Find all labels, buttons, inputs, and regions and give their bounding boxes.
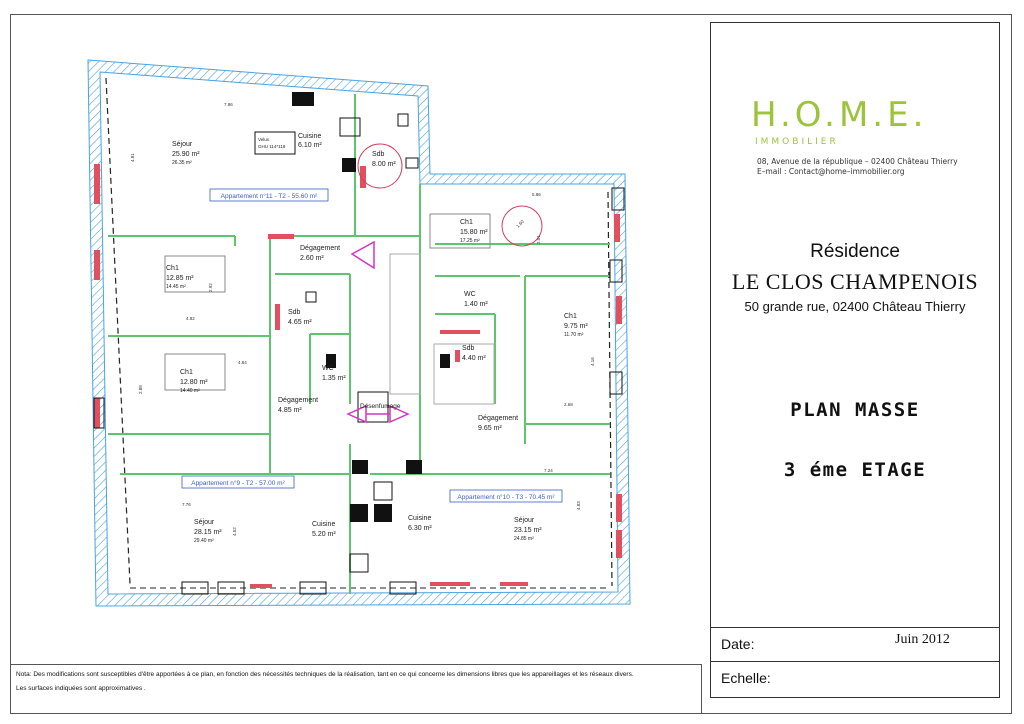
dimension-label: 4.84	[238, 360, 247, 365]
dashed-line	[106, 78, 130, 584]
note-line-1: Nota: Des modifications sont susceptibles d'être apportées à ce plan, en fonction des nécessités techniques de la réalisation, tant en ce qui concerne les dimensions libres que les appareillages et les réseaux divers.	[16, 671, 634, 678]
scale-label: Echelle:	[721, 670, 771, 686]
apartment-11-label: Appartement n°11 - T2 - 55.60 m²	[220, 193, 318, 200]
company-logo: H.O.M.E.	[751, 95, 928, 135]
room-area: 8.00 m²	[372, 161, 396, 168]
scale-row	[711, 661, 999, 700]
room-area-sub: 14.40 m²	[180, 388, 200, 394]
room-name: Séjour	[194, 519, 215, 526]
residence-address: 50 grande rue, 02400 Château Thierry	[744, 299, 966, 314]
title-block	[710, 22, 1000, 698]
dimension-label: 5.86	[532, 192, 541, 197]
dimension-label: 4.16	[590, 357, 595, 366]
company-email: E–mail : Contact@home–immobilier.org	[757, 167, 905, 176]
room-name: Ch1	[564, 313, 577, 320]
room-area: 15.80 m²	[460, 229, 488, 236]
dimension-label: 2.88	[138, 385, 143, 394]
room-name: Cuisine	[408, 515, 432, 522]
room-area: 12.80 m²	[180, 379, 208, 386]
smoke-markers	[348, 242, 408, 422]
room-name: Velux	[258, 137, 270, 142]
dimension-label: 2.01	[536, 235, 541, 244]
exterior-walls	[88, 60, 630, 606]
note-line-2: Les surfaces indiquées sont approximatives .	[16, 685, 146, 692]
room-area: 1.40 m²	[464, 301, 488, 308]
dimension-label: 7.86	[224, 102, 233, 107]
date-label: Date:	[721, 636, 755, 652]
company-address: 08, Avenue de la république – 02400 Château Thierry	[757, 157, 958, 166]
date-value: Juin 2012	[895, 632, 950, 647]
room-area-sub: 26.35 m²	[172, 160, 192, 166]
room-area: 4.85 m²	[278, 407, 302, 414]
room-area: 25.90 m²	[172, 151, 200, 158]
room-area: 12.85 m²	[166, 275, 194, 282]
room-name: Ch1	[166, 265, 179, 272]
date-row	[711, 627, 999, 662]
residence-label: Résidence	[810, 241, 900, 262]
room-name: Séjour	[514, 517, 535, 524]
dimension-label: 4.82	[186, 316, 195, 321]
room-area-sub: 29.40 m²	[194, 538, 214, 544]
windows	[94, 164, 622, 588]
dimension-label: 7.76	[182, 502, 191, 507]
room-area: 2.60 m²	[300, 255, 324, 262]
room-area: 9.65 m²	[478, 425, 502, 432]
room-area: 9.75 m²	[564, 323, 588, 330]
apartment-10-label: Appartement n°10 - T3 - 70.45 m²	[457, 494, 555, 501]
dimension-label: 1.60	[515, 218, 525, 229]
room-area: 23.15 m²	[514, 527, 542, 534]
room-area-sub: 14.45 m²	[166, 284, 186, 290]
fixtures	[94, 92, 624, 594]
floor-plan	[10, 14, 702, 664]
room-area-sub: 11.70 m²	[564, 332, 584, 338]
room-area-sub: 17.25 m²	[460, 238, 480, 244]
room-name: Dégagement	[300, 245, 341, 252]
room-name: Ch1	[460, 219, 473, 226]
room-area: 4.65 m²	[288, 319, 312, 326]
room-area: 6.10 m²	[298, 142, 322, 149]
plan-title: PLAN MASSE	[790, 399, 920, 421]
room-name: Sdb	[372, 151, 385, 158]
room-area: 1.35 m²	[322, 375, 346, 382]
room-name: Sdb	[462, 345, 475, 352]
room-area-sub: 24.85 m²	[514, 536, 534, 542]
apartment-9-label: Appartement n°9 - T2 - 57.00 m²	[191, 480, 285, 487]
residence-name: LE CLOS CHAMPENOIS	[731, 269, 979, 294]
disclaimer-note	[10, 664, 702, 714]
room-name: Dégagement	[478, 415, 519, 422]
dimension-label: 2.92	[208, 283, 213, 292]
room-area: 5.20 m²	[312, 531, 336, 538]
room-name: Sdb	[288, 309, 301, 316]
floor-title: 3 éme ETAGE	[783, 459, 927, 481]
room-area: 28.15 m²	[194, 529, 222, 536]
room-area: 4.40 m²	[462, 355, 486, 362]
room-name: Dégagement	[278, 397, 319, 404]
dimension-label: 2.68	[564, 402, 573, 407]
dimension-label: 4.81	[130, 153, 135, 162]
room-name: Ch1	[180, 369, 193, 376]
dimension-label: 4.83	[576, 501, 581, 510]
room-name: Cuisine	[312, 521, 336, 528]
dimension-label: 7.24	[544, 468, 553, 473]
room-name: Séjour	[172, 141, 193, 148]
room-name: WC	[322, 365, 334, 372]
room-name: WC	[464, 291, 476, 298]
dimension-label: 4.52	[232, 527, 237, 536]
room-name: Cuisine	[298, 133, 322, 140]
room-name: Désenfumage	[360, 403, 401, 410]
company-subtitle: IMMOBILIER	[755, 137, 839, 147]
room-area: 6.30 m²	[408, 525, 432, 532]
room-area-sub: GHU 114*118	[258, 144, 286, 149]
